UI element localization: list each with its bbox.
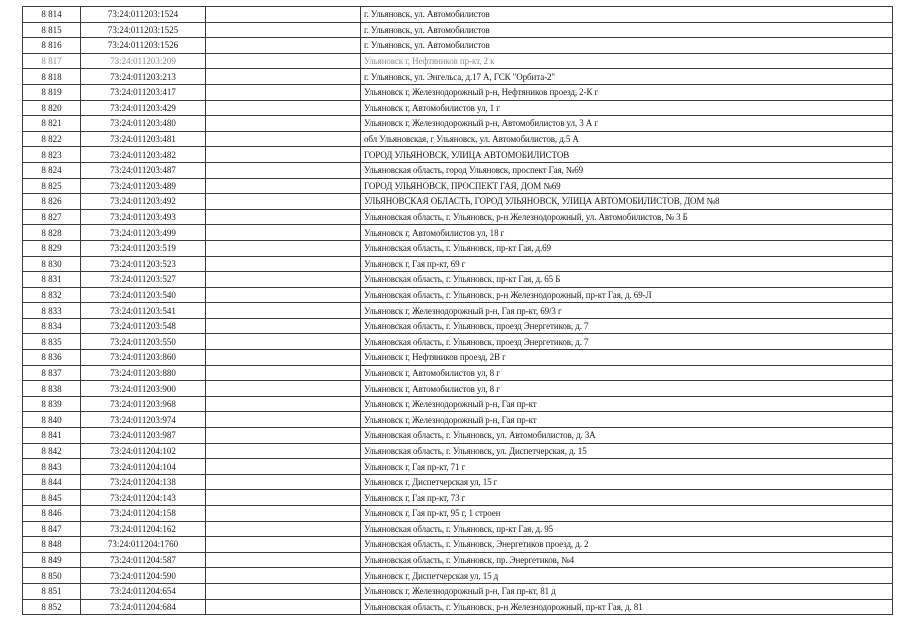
cadastral-number: 73:24:011203:493 xyxy=(81,209,206,225)
row-number: 8 831 xyxy=(23,272,81,288)
cadastral-number: 73:24:011203:548 xyxy=(81,318,206,334)
empty-cell xyxy=(206,303,361,319)
cadastral-number: 73:24:011203:487 xyxy=(81,162,206,178)
empty-cell xyxy=(206,537,361,553)
empty-cell xyxy=(206,256,361,272)
empty-cell xyxy=(206,162,361,178)
cadastral-number: 73:24:011203:492 xyxy=(81,194,206,210)
row-number: 8 835 xyxy=(23,334,81,350)
address-cell: ГОРОД УЛЬЯНОВСК, ПРОСПЕКТ ГАЯ, ДОМ №69 xyxy=(361,178,893,194)
address-cell: Ульяновская область, г. Ульяновск, проезд Энергетиков, д. 7 xyxy=(361,334,893,350)
registry-rows xyxy=(23,7,893,615)
row-number: 8 815 xyxy=(23,22,81,38)
address-cell: Ульяновская область, г. Ульяновск, пр. Энергетиков, №4 xyxy=(361,552,893,568)
row-number: 8 846 xyxy=(23,506,81,522)
row-number: 8 838 xyxy=(23,381,81,397)
empty-cell xyxy=(206,209,361,225)
address-cell: Ульяновск г, Автомобилистов ул, 1 г xyxy=(361,100,893,116)
address-cell: Ульяновская область, город Ульяновск, проспект Гая, №69 xyxy=(361,162,893,178)
address-cell: обл Ульяновская, г Ульяновск, ул. Автомобилистов, д.5 А xyxy=(361,131,893,147)
table-row xyxy=(23,583,893,599)
table-row xyxy=(23,350,893,366)
empty-cell xyxy=(206,84,361,100)
table-row xyxy=(23,69,893,85)
cadastral-number: 73:24:011203:417 xyxy=(81,84,206,100)
cadastral-number: 73:24:011203:550 xyxy=(81,334,206,350)
empty-cell xyxy=(206,474,361,490)
row-number: 8 845 xyxy=(23,490,81,506)
address-cell: Ульяновская область, г. Ульяновск, ул. Диспетчерская, д. 15 xyxy=(361,443,893,459)
address-cell: Ульяновск г, Гая пр-кт, 69 г xyxy=(361,256,893,272)
row-number: 8 830 xyxy=(23,256,81,272)
cadastral-number: 73:24:011204:138 xyxy=(81,474,206,490)
table-row xyxy=(23,131,893,147)
address-cell: Ульяновск г, Железнодорожный р-н, Гая пр-кт, 81 д xyxy=(361,583,893,599)
table-row xyxy=(23,443,893,459)
cadastral-number: 73:24:011203:209 xyxy=(81,53,206,69)
table-row xyxy=(23,287,893,303)
cadastral-number: 73:24:011204:102 xyxy=(81,443,206,459)
row-number: 8 832 xyxy=(23,287,81,303)
empty-cell xyxy=(206,552,361,568)
row-number: 8 818 xyxy=(23,69,81,85)
address-cell: Ульяновск г, Железнодорожный р-н, Гая пр-кт xyxy=(361,412,893,428)
address-cell: Ульяновская область, г. Ульяновск, пр-кт Гая, д. 95 xyxy=(361,521,893,537)
cadastral-number: 73:24:011203:900 xyxy=(81,381,206,397)
empty-cell xyxy=(206,272,361,288)
row-number: 8 823 xyxy=(23,147,81,163)
empty-cell xyxy=(206,22,361,38)
table-row xyxy=(23,100,893,116)
table-row xyxy=(23,552,893,568)
table-row xyxy=(23,38,893,54)
cadastral-number: 73:24:011203:987 xyxy=(81,428,206,444)
row-number: 8 825 xyxy=(23,178,81,194)
row-number: 8 851 xyxy=(23,583,81,599)
empty-cell xyxy=(206,38,361,54)
row-number: 8 827 xyxy=(23,209,81,225)
row-number: 8 826 xyxy=(23,194,81,210)
cadastral-number: 73:24:011203:974 xyxy=(81,412,206,428)
address-cell: г. Ульяновск, ул. Автомобилистов xyxy=(361,38,893,54)
table-row xyxy=(23,178,893,194)
address-cell: Ульяновская область, г. Ульяновск, Энергетиков проезд, д. 2 xyxy=(361,537,893,553)
cadastral-number: 73:24:011203:523 xyxy=(81,256,206,272)
row-number: 8 839 xyxy=(23,396,81,412)
registry-sheet xyxy=(22,6,892,615)
row-number: 8 843 xyxy=(23,459,81,475)
cadastral-number: 73:24:011204:143 xyxy=(81,490,206,506)
empty-cell xyxy=(206,147,361,163)
registry-table xyxy=(22,6,893,615)
cadastral-number: 73:24:011203:860 xyxy=(81,350,206,366)
table-row xyxy=(23,537,893,553)
empty-cell xyxy=(206,381,361,397)
cadastral-number: 73:24:011204:1760 xyxy=(81,537,206,553)
row-number: 8 852 xyxy=(23,599,81,615)
address-cell: Ульяновск г, Автомобилистов ул, 18 г xyxy=(361,225,893,241)
cadastral-number: 73:24:011203:499 xyxy=(81,225,206,241)
cadastral-number: 73:24:011203:482 xyxy=(81,147,206,163)
row-number: 8 833 xyxy=(23,303,81,319)
empty-cell xyxy=(206,334,361,350)
cadastral-number: 73:24:011204:162 xyxy=(81,521,206,537)
row-number: 8 837 xyxy=(23,365,81,381)
address-cell: Ульяновская область, г. Ульяновск, пр-кт Гая, д. 65 Б xyxy=(361,272,893,288)
address-cell: Ульяновская область, г. Ульяновск, р-н Железнодорожный, ул. Автомобилистов, № 3 Б xyxy=(361,209,893,225)
empty-cell xyxy=(206,116,361,132)
cadastral-number: 73:24:011204:684 xyxy=(81,599,206,615)
table-row xyxy=(23,396,893,412)
empty-cell xyxy=(206,396,361,412)
empty-cell xyxy=(206,100,361,116)
row-number: 8 816 xyxy=(23,38,81,54)
row-number: 8 844 xyxy=(23,474,81,490)
table-row xyxy=(23,381,893,397)
table-row xyxy=(23,256,893,272)
cadastral-number: 73:24:011204:158 xyxy=(81,506,206,522)
row-number: 8 840 xyxy=(23,412,81,428)
cadastral-number: 73:24:011203:1524 xyxy=(81,7,206,23)
cadastral-number: 73:24:011204:654 xyxy=(81,583,206,599)
address-cell: Ульяновск г, Гая пр-кт, 95 г, 1 строен xyxy=(361,506,893,522)
address-cell: Ульяновск г, Гая пр-кт, 71 г xyxy=(361,459,893,475)
address-cell: Ульяновская область, г. Ульяновск, р-н Железнодорожный, пр-кт Гая, д. 69-Л xyxy=(361,287,893,303)
cadastral-number: 73:24:011204:587 xyxy=(81,552,206,568)
table-row xyxy=(23,53,893,69)
table-row xyxy=(23,194,893,210)
empty-cell xyxy=(206,69,361,85)
address-cell: г. Ульяновск, ул. Автомобилистов xyxy=(361,7,893,23)
row-number: 8 822 xyxy=(23,131,81,147)
cadastral-number: 73:24:011203:540 xyxy=(81,287,206,303)
empty-cell xyxy=(206,350,361,366)
address-cell: Ульяновск г, Автомобилистов ул, 8 г xyxy=(361,365,893,381)
empty-cell xyxy=(206,583,361,599)
address-cell: г. Ульяновск, ул. Автомобилистов xyxy=(361,22,893,38)
table-row xyxy=(23,506,893,522)
empty-cell xyxy=(206,131,361,147)
table-row xyxy=(23,84,893,100)
cadastral-number: 73:24:011204:590 xyxy=(81,568,206,584)
row-number: 8 841 xyxy=(23,428,81,444)
row-number: 8 820 xyxy=(23,100,81,116)
table-row xyxy=(23,521,893,537)
empty-cell xyxy=(206,506,361,522)
address-cell: г. Ульяновск, ул. Энгельса, д.17 А, ГСК "Орбита-2" xyxy=(361,69,893,85)
table-row xyxy=(23,568,893,584)
table-row xyxy=(23,225,893,241)
table-row xyxy=(23,240,893,256)
empty-cell xyxy=(206,287,361,303)
address-cell: Ульяновск г, Железнодорожный р-н, Гая пр-кт, 69/3 г xyxy=(361,303,893,319)
row-number: 8 829 xyxy=(23,240,81,256)
table-row xyxy=(23,272,893,288)
address-cell: УЛЬЯНОВСКАЯ ОБЛАСТЬ, ГОРОД УЛЬЯНОВСК, УЛИЦА АВТОМОБИЛИСТОВ, ДОМ №8 xyxy=(361,194,893,210)
empty-cell xyxy=(206,412,361,428)
row-number: 8 849 xyxy=(23,552,81,568)
row-number: 8 819 xyxy=(23,84,81,100)
cadastral-number: 73:24:011203:880 xyxy=(81,365,206,381)
address-cell: Ульяновск г, Железнодорожный р-н, Гая пр-кт xyxy=(361,396,893,412)
cadastral-number: 73:24:011203:481 xyxy=(81,131,206,147)
cadastral-number: 73:24:011203:527 xyxy=(81,272,206,288)
address-cell: Ульяновская область, г. Ульяновск, р-н Железнодорожный, пр-кт Гая, д. 81 xyxy=(361,599,893,615)
empty-cell xyxy=(206,459,361,475)
table-row xyxy=(23,599,893,615)
row-number: 8 848 xyxy=(23,537,81,553)
row-number: 8 817 xyxy=(23,53,81,69)
address-cell: Ульяновск г, Нефтяников проезд, 2В г xyxy=(361,350,893,366)
cadastral-number: 73:24:011203:1525 xyxy=(81,22,206,38)
cadastral-number: 73:24:011203:541 xyxy=(81,303,206,319)
empty-cell xyxy=(206,443,361,459)
empty-cell xyxy=(206,428,361,444)
address-cell: Ульяновская область, г. Ульяновск, ул. Автомобилистов, д. 3А xyxy=(361,428,893,444)
row-number: 8 842 xyxy=(23,443,81,459)
cadastral-number: 73:24:011203:429 xyxy=(81,100,206,116)
empty-cell xyxy=(206,240,361,256)
address-cell: Ульяновск г, Железнодорожный р-н, Нефтяников проезд, 2-К г xyxy=(361,84,893,100)
table-row xyxy=(23,303,893,319)
empty-cell xyxy=(206,53,361,69)
table-row xyxy=(23,116,893,132)
row-number: 8 836 xyxy=(23,350,81,366)
cadastral-number: 73:24:011203:480 xyxy=(81,116,206,132)
address-cell: Ульяновск г, Нефтяников пр-кт, 2 к xyxy=(361,53,893,69)
cadastral-number: 73:24:011204:104 xyxy=(81,459,206,475)
row-number: 8 847 xyxy=(23,521,81,537)
address-cell: Ульяновск г, Диспетчерская ул, 15 г xyxy=(361,474,893,490)
address-cell: Ульяновск г, Гая пр-кт, 73 г xyxy=(361,490,893,506)
table-row xyxy=(23,428,893,444)
table-row xyxy=(23,162,893,178)
table-row xyxy=(23,459,893,475)
cadastral-number: 73:24:011203:1526 xyxy=(81,38,206,54)
address-cell: ГОРОД УЛЬЯНОВСК, УЛИЦА АВТОМОБИЛИСТОВ xyxy=(361,147,893,163)
table-row xyxy=(23,22,893,38)
row-number: 8 828 xyxy=(23,225,81,241)
empty-cell xyxy=(206,318,361,334)
cadastral-number: 73:24:011203:489 xyxy=(81,178,206,194)
empty-cell xyxy=(206,225,361,241)
empty-cell xyxy=(206,568,361,584)
row-number: 8 821 xyxy=(23,116,81,132)
address-cell: Ульяновская область, г. Ульяновск, проезд Энергетиков, д. 7 xyxy=(361,318,893,334)
address-cell: Ульяновск г, Железнодорожный р-н, Автомобилистов ул, 3 А г xyxy=(361,116,893,132)
table-row xyxy=(23,474,893,490)
table-row xyxy=(23,318,893,334)
address-cell: Ульяновск г, Диспетчерская ул, 15 д xyxy=(361,568,893,584)
empty-cell xyxy=(206,194,361,210)
table-row xyxy=(23,147,893,163)
row-number: 8 824 xyxy=(23,162,81,178)
row-number: 8 834 xyxy=(23,318,81,334)
table-row xyxy=(23,412,893,428)
cadastral-number: 73:24:011203:519 xyxy=(81,240,206,256)
table-row xyxy=(23,7,893,23)
cadastral-number: 73:24:011203:968 xyxy=(81,396,206,412)
empty-cell xyxy=(206,521,361,537)
empty-cell xyxy=(206,365,361,381)
address-cell: Ульяновская область, г. Ульяновск, пр-кт Гая, д.69 xyxy=(361,240,893,256)
empty-cell xyxy=(206,599,361,615)
table-row xyxy=(23,334,893,350)
empty-cell xyxy=(206,7,361,23)
empty-cell xyxy=(206,178,361,194)
table-row xyxy=(23,365,893,381)
table-row xyxy=(23,490,893,506)
table-row xyxy=(23,209,893,225)
row-number: 8 850 xyxy=(23,568,81,584)
cadastral-number: 73:24:011203:213 xyxy=(81,69,206,85)
row-number: 8 814 xyxy=(23,7,81,23)
empty-cell xyxy=(206,490,361,506)
address-cell: Ульяновск г, Автомобилистов ул, 8 г xyxy=(361,381,893,397)
